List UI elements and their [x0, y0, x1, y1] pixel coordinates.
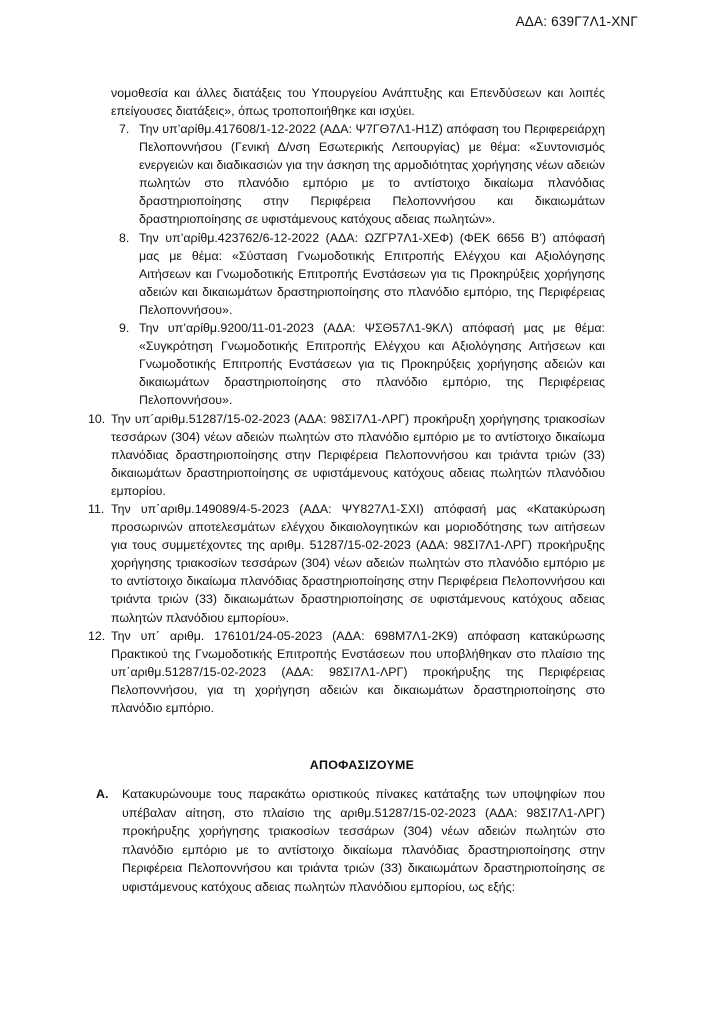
ada-code: ΑΔΑ: 639Γ7Λ1-ΧΝΓ	[515, 14, 638, 29]
item-number-7: 7.	[119, 122, 130, 136]
item-number-10: 10.	[88, 412, 106, 426]
continuation-paragraph: νομοθεσία και άλλες διατάξεις του Υπουργείου Ανάπτυξης και Επενδύσεων και λοιπές επείγουσες διατάξεις», όπως τροποποιήθηκε και ισχύει.	[111, 86, 605, 119]
list-item-12: Την υπ΄ αριθμ. 176101/24-05-2023 (ΑΔΑ: 698Μ7Λ1-2Κ9) απόφαση κατακύρωσης Πρακτικού της Γνωμοδοτικής Επιτροπής Ενστάσεων που υποβλήθηκαν στο πλαίσιο της υπ΄αριθμ.51287/15-02-2023 (ΑΔΑ: 98ΣΙ7Λ1-ΛΡΓ) προκήρυξης της Περιφέρειας Πελοποννήσου, για τη χορήγηση αδειών και δικαιωμάτων δραστηριοποίησης στο πλανόδιο εμπόριο.	[111, 629, 605, 716]
item-number-9: 9.	[119, 321, 130, 335]
list-item-8: Την υπ’αρίθμ.423762/6-12-2022 (ΑΔΑ: ΩΖΓΡ7Λ1-ΧΕΦ) (ΦΕΚ 6656 Β’) απόφασή μας με θέμα: «Σύσταση Γνωμοδοτικής Επιτροπής Ελέγχου και Αξιολόγησης Αιτήσεων και Γνωμοδοτικής Επιτροπής Ενστάσεων για τις Προκηρύξεις χορήγησης αδειών και δικαιωμάτων δραστηριοποίησης στο πλανόδιο εμπόριο, της Περιφέρειας Πελοποννήσου».	[139, 231, 605, 318]
list-item-9: Την υπ’αρίθμ.9200/11-01-2023 (ΑΔΑ: ΨΣΘ57Λ1-9ΚΛ) απόφασή μας με θέμα: «Συγκρότηση Γνωμοδοτικής Επιτροπής Ελέγχου και Αξιολόγησης Αιτήσεων και Γνωμοδοτικής Επιτροπής Ενστάσεων για τις Προκηρύξεις χορήγησης αδειών και δικαιωμάτων δραστηριοποίησης στο πλανόδιο εμπόριο, της Περιφέρειας Πελοποννήσου».	[139, 321, 605, 408]
list-item-10: Την υπ΄αριθμ.51287/15-02-2023 (ΑΔΑ: 98ΣΙ7Λ1-ΛΡΓ) προκήρυξη χορήγησης τριακοσίων τεσσάρων (304) νέων αδειών πωλητών στο πλανόδιο εμπόριο με το αντίστοιχο δικαίωμα πλανόδιας δραστηριοποίησης στην Περιφέρεια Πελοποννήσου και τριάντα τριών (33) δικαιωμάτων δραστηριοποίησης σε υφιστάμενους κατόχους αδειας πωλητών πλανόδιου εμπορίου.	[111, 412, 605, 499]
decision-paragraph: Κατακυρώνουμε τους παρακάτω οριστικούς πίνακες κατάταξης των υποψηφίων που υπέβαλαν αίτηση, στο πλαίσιο της αριθμ.51287/15-02-2023 (ΑΔΑ: 98ΣΙ7Λ1-ΛΡΓ) προκήρυξης χορήγησης τριακοσίων τεσσάρων (304) νέων αδειών πωλητών στο πλανόδιο εμπόριο με το αντίστοιχο δικαίωμα πλανόδιας δραστηριοποίησης στην Περιφέρεια Πελοποννήσου και τριάντα τριών (33) δικαιωμάτων δραστηριοποίησης σε υφιστάμενους κατόχους αδειας πωλητών πλανόδιου εμπορίου, ως εξής:	[122, 787, 605, 894]
item-number-12: 12.	[88, 629, 106, 643]
decision-heading: ΑΠΟΦΑΣΙΖΟΥΜΕ	[309, 758, 415, 772]
section-letter: Α.	[96, 787, 109, 801]
list-item-7: Την υπ’αρίθμ.417608/1-12-2022 (ΑΔΑ: Ψ7ΓΘ7Λ1-Η1Ζ) απόφαση του Περιφερειάρχη Πελοποννήσου (Γενική Δ/νση Εσωτερικής Λειτουργίας) με θέμα: «Συντονισμός ενεργειών και διαδικασιών για την άσκηση της αρμοδιότητας χορήγησης νέων αδειών πωλητών στο πλανόδιο εμπόριο με το αντίστοιχο δικαίωμα πλανόδιας δραστηριοποίησης στην Περιφέρεια Πελοποννήσου και δικαιωμάτων δραστηριοποίησης σε υφιστάμενους κατόχους αδειας πωλητών».	[139, 122, 605, 227]
item-number-11: 11.	[88, 502, 105, 516]
item-number-8: 8.	[119, 231, 130, 245]
list-item-11: Την υπ΄αριθμ.149089/4-5-2023 (ΑΔΑ: ΨΥ827Λ1-ΣΧΙ) απόφασή μας «Κατακύρωση προσωρινών αποτελεσμάτων ελέγχου δικαιολογητικών και μοριοδότησης των αιτήσεων για τους συμμετέχοντες της αριθμ. 51287/15-02-2023 (ΑΔΑ: 98ΣΙ7Λ1-ΛΡΓ) προκήρυξης χορήγησης τριακοσίων τεσσάρων (304) νέων αδειών πωλητών στο πλανόδιο εμπόριο με το αντίστοιχο δικαίωμα πλανόδιας δραστηριοποίησης στην Περιφέρεια Πελοποννήσου και τριάντα τριών (33) δικαιωμάτων δραστηριοποίησης σε υφιστάμενους κατόχους αδειας πωλητών πλανόδιου εμπορίου».	[111, 502, 605, 625]
